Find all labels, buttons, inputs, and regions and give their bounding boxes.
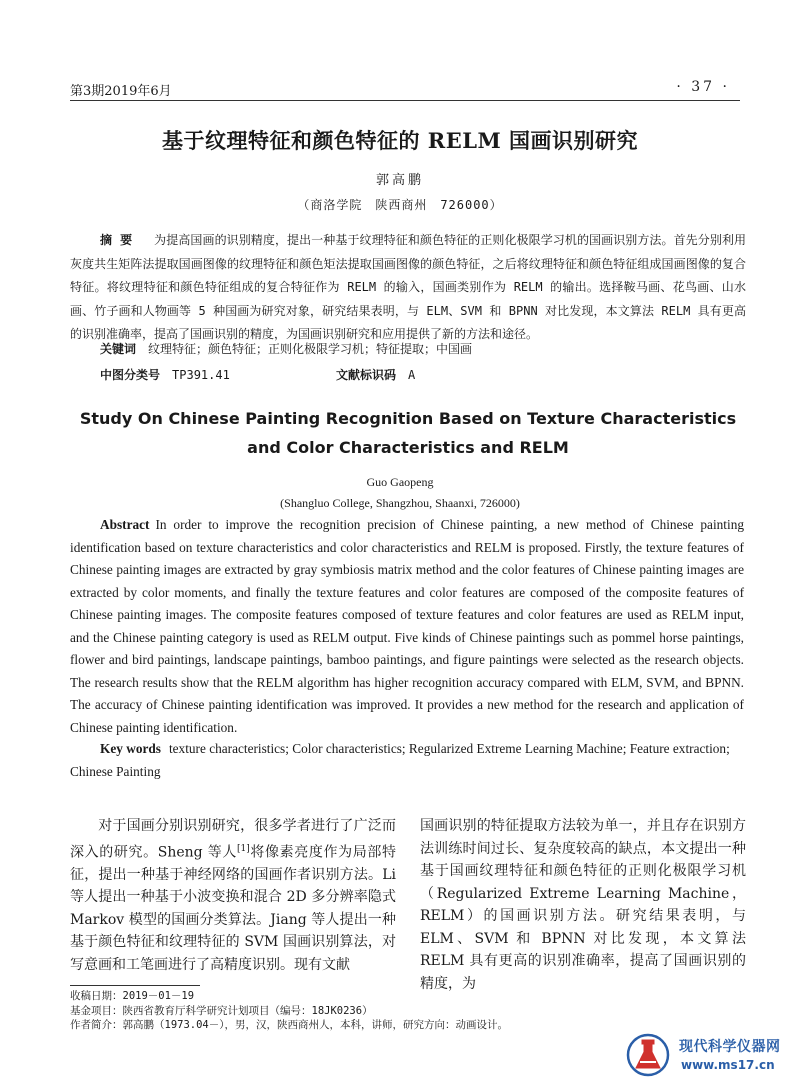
watermark-url[interactable]: www.ms17.cn — [681, 1058, 775, 1072]
clc-label: 中图分类号 — [100, 368, 161, 382]
clc-number — [100, 366, 230, 383]
body-left-text-b: 将像素亮度作为局部特征，提出一种基于神经网络的国画作者识别方法。Li 等人提出一种基于小波变换和混合 2D 多分辨率隐式 Markov 模型的国画分类算法。Jiang 等人提出一种基于颜色特征和纹理特征的 SVM 国画识别算法，对写意画和工笔画进行了高精度识别。现有文献 — [70, 844, 396, 973]
abstract-cn-label: 摘要 — [100, 233, 141, 247]
doc-code-label: 文献标识码 — [336, 368, 397, 382]
paper-title-en: Study On Chinese Painting Recognition Based on Texture Characteristics and Color Characteristics and RELM — [79, 409, 737, 457]
keywords-cn — [100, 340, 472, 357]
keywords-en — [70, 738, 744, 783]
footnote-bio: 作者简介：郭高鹏（1973.04－），男，汉，陕西商州人，本科，讲师，研究方向：动画设计。 — [70, 1019, 508, 1031]
footnote-fund: 基金项目：陕西省教育厅科学研究计划项目（编号：18JK0236） — [70, 1004, 373, 1017]
document-code — [336, 366, 415, 383]
watermark-logo — [625, 1030, 795, 1078]
clc-value: TP391.41 — [172, 368, 230, 382]
keywords-cn-text: 纹理特征；颜色特征；正则化极限学习机；特征提取；中国画 — [148, 342, 473, 356]
citation-ref[interactable]: [1] — [236, 843, 250, 854]
footnotes — [70, 989, 508, 1033]
journal-issue: 第3期2019年6月 — [70, 84, 172, 99]
abstract-cn — [70, 229, 746, 347]
doc-code-value: A — [408, 368, 416, 382]
paper-title-cn: 基于纹理特征和颜色特征的 RELM 国画识别研究 — [161, 128, 639, 153]
footnote-received: 收稿日期：2019－01－19 — [70, 990, 195, 1002]
header-rule — [70, 100, 740, 101]
abstract-cn-text: 为提高国画的识别精度，提出一种基于纹理特征和颜色特征的正则化极限学习机的国画识别方法。首先分别利用灰度共生矩阵法提取国画图像的纹理特征和颜色矩法提取国画图像的颜色特征，之后将纹理特征和颜色特征组成国画图像的复合特征。将纹理特征和颜色特征组成的复合特征作为 RELM 的输入，国画类别作为 RELM 的输出。选择鞍马画、花鸟画、山水画、竹子画和人物画等 5 种国画为研究对象，研究结果表明，与 ELM、SVM 和 BPNN 对比发现，本文算法 RELM 具有更高的识别准确率，提高了国画识别的精度，为国画识别研究和应用提供了新的方法和途径。 — [70, 233, 746, 341]
footnote-rule — [70, 985, 200, 986]
keywords-en-text: texture characteristics; Color characteristics; Regularized Extreme Learning Machine; Feature extraction; Chinese Painting — [70, 741, 730, 779]
affiliation-en: (Shangluo College, Shangzhou, Shaanxi, 726000) — [280, 496, 520, 510]
body-column-right: 国画识别的特征提取方法较为单一，并且存在识别方法训练时间过长、复杂度较高的缺点，本文提出一种基于国画纹理特征和颜色特征的正则化极限学习机（Regularized Extreme Learning Machine，RELM）的国画识别方法。研究结果表明，与 ELM、SVM 和 BPNN 对比发现，本文算法 RELM 具有更高的识别准确率，提高了国画识别的精度，为 — [420, 818, 746, 992]
flask-logo-icon — [625, 1032, 671, 1078]
author-en: Guo Gaopeng — [366, 475, 434, 489]
author-cn: 郭高鹏 — [375, 173, 424, 188]
keywords-en-label: Key words — [100, 741, 161, 756]
page-number: · 37 · — [676, 79, 730, 95]
body-left-text-a: 对于国画分别识别研究，很多学者进行了广泛而深入的研究。Sheng 等人 — [70, 818, 396, 861]
abstract-en-text: In order to improve the recognition precision of Chinese painting, a new method of Chinese painting identification based on texture characteristics and color characteristics and RELM is proposed. Firstly, the texture features of Chinese painting images are extracted by gray symbiosis matrix method and the color features of Chinese painting images are extracted by color moments, and finally the texture features and color features are composed of the composite features of Chinese painting images. The composite features composed of texture features and color features are used as RELM input, and the Chinese painting category is used as RELM output. Five kinds of Chinese paintings such as pommel horse paintings, flower and bird paintings, landscape paintings, bamboo paintings, and figure paintings were selected as the research objects. The research results show that the RELM algorithm has higher recognition accuracy compared with ELM, SVM, and BPNN. The accuracy of Chinese painting identification was improved. It provides a new method for the research and application of Chinese painting identification. — [70, 517, 744, 735]
watermark-name: 现代科学仪器网 — [679, 1039, 781, 1055]
body-column-left — [70, 815, 396, 976]
keywords-cn-label: 关键词 — [100, 342, 137, 356]
abstract-en — [70, 514, 744, 739]
affiliation-cn: （商洛学院 陕西商州 726000） — [297, 198, 503, 212]
abstract-en-label: Abstract — [100, 517, 150, 532]
